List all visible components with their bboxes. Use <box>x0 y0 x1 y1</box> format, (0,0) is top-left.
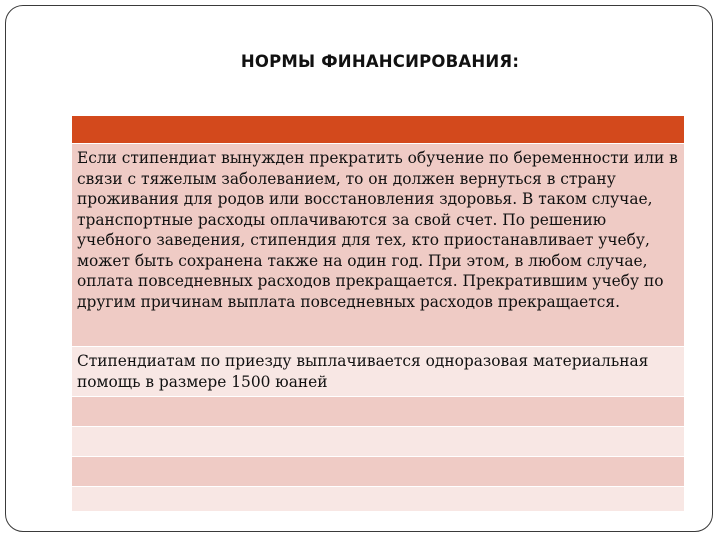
info-table <box>72 116 684 511</box>
table-row-pregnancy-illness: Если стипендиат вынужден прекратить обучение по беременности или в связи с тяжелым заболеванием, то он должен вернуться в страну проживания для родов или восстановления здоровья. В таком случае, транспортные расходы оплачиваются за свой счет. По решению учебного заведения, стипендия для тех, кто приостанавливает учебу, может быть сохранена также на один год. При этом, в любом случае, оплата повседневных расходов прекращается. Прекратившим учебу по другим причинам выплата повседневных расходов прекращается. <box>72 143 684 346</box>
table-row-empty <box>72 486 684 511</box>
table-row-empty <box>72 426 684 456</box>
table-row-empty <box>72 456 684 486</box>
page-title: НОРМЫ ФИНАНСИРОВАНИЯ: <box>240 52 520 71</box>
table-row-empty <box>72 396 684 426</box>
table-row-arrival-payment: Стипендиатам по приезду выплачивается одноразовая материальная помощь в размере 1500 юаней <box>72 346 684 396</box>
table-header <box>72 116 684 143</box>
